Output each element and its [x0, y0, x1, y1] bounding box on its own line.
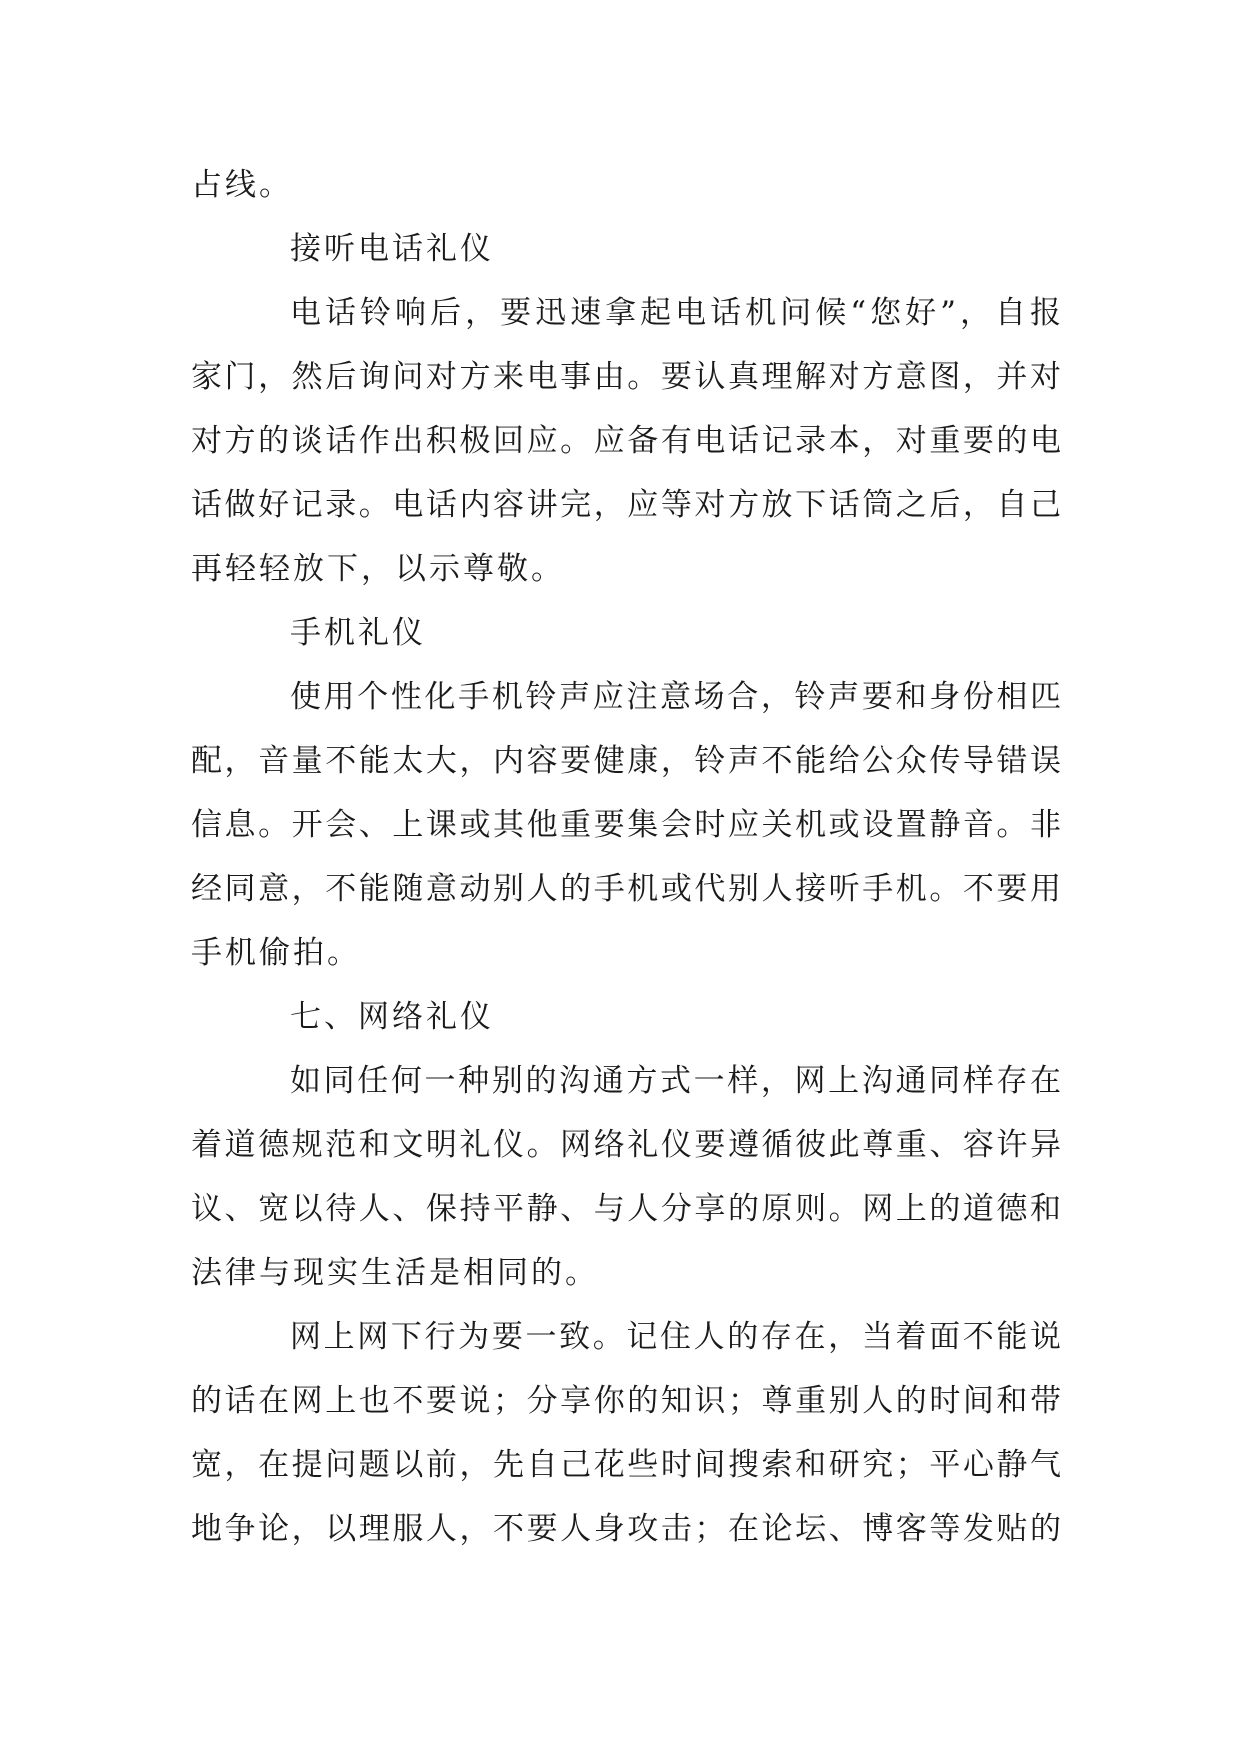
text-line: 配，音量不能太大，内容要健康，铃声不能给公众传导错误	[191, 743, 1061, 779]
paragraph-first-line: 网上网下行为要一致。记住人的存在，当着面不能说	[290, 1319, 1061, 1355]
text-line: 的话在网上也不要说；分享你的知识；尊重别人的时间和带	[191, 1383, 1061, 1419]
text-line: 再轻轻放下，以示尊敬。	[191, 551, 565, 587]
text-line: 着道德规范和文明礼仪。网络礼仪要遵循彼此尊重、容许异	[191, 1127, 1061, 1163]
section-heading: 接听电话礼仪	[290, 231, 494, 267]
paragraph-first-line: 如同任何一种别的沟通方式一样，网上沟通同样存在	[290, 1063, 1061, 1099]
text-line: 地争论，以理服人，不要人身攻击；在论坛、博客等发贴的	[191, 1511, 1061, 1547]
text-line: 宽，在提问题以前，先自己花些时间搜索和研究；平心静气	[191, 1447, 1061, 1483]
text-line: 对方的谈话作出积极回应。应备有电话记录本，对重要的电	[191, 423, 1061, 459]
paragraph-first-line: 使用个性化手机铃声应注意场合，铃声要和身份相匹	[290, 679, 1061, 715]
text-line: 话做好记录。电话内容讲完，应等对方放下话筒之后，自己	[191, 487, 1061, 523]
text-line: 信息。开会、上课或其他重要集会时应关机或设置静音。非	[191, 807, 1061, 843]
text-line: 议、宽以待人、保持平静、与人分享的原则。网上的道德和	[191, 1191, 1061, 1227]
paragraph-first-line: 电话铃响后，要迅速拿起电话机问候“您好”，自报	[290, 295, 1061, 331]
text-line: 占线。	[191, 167, 293, 203]
section-heading: 手机礼仪	[290, 615, 426, 651]
text-line: 家门，然后询问对方来电事由。要认真理解对方意图，并对	[191, 359, 1061, 395]
section-heading: 七、网络礼仪	[290, 999, 494, 1035]
text-line: 经同意，不能随意动别人的手机或代别人接听手机。不要用	[191, 871, 1061, 907]
text-line: 法律与现实生活是相同的。	[191, 1255, 599, 1291]
text-line: 手机偷拍。	[191, 935, 361, 971]
